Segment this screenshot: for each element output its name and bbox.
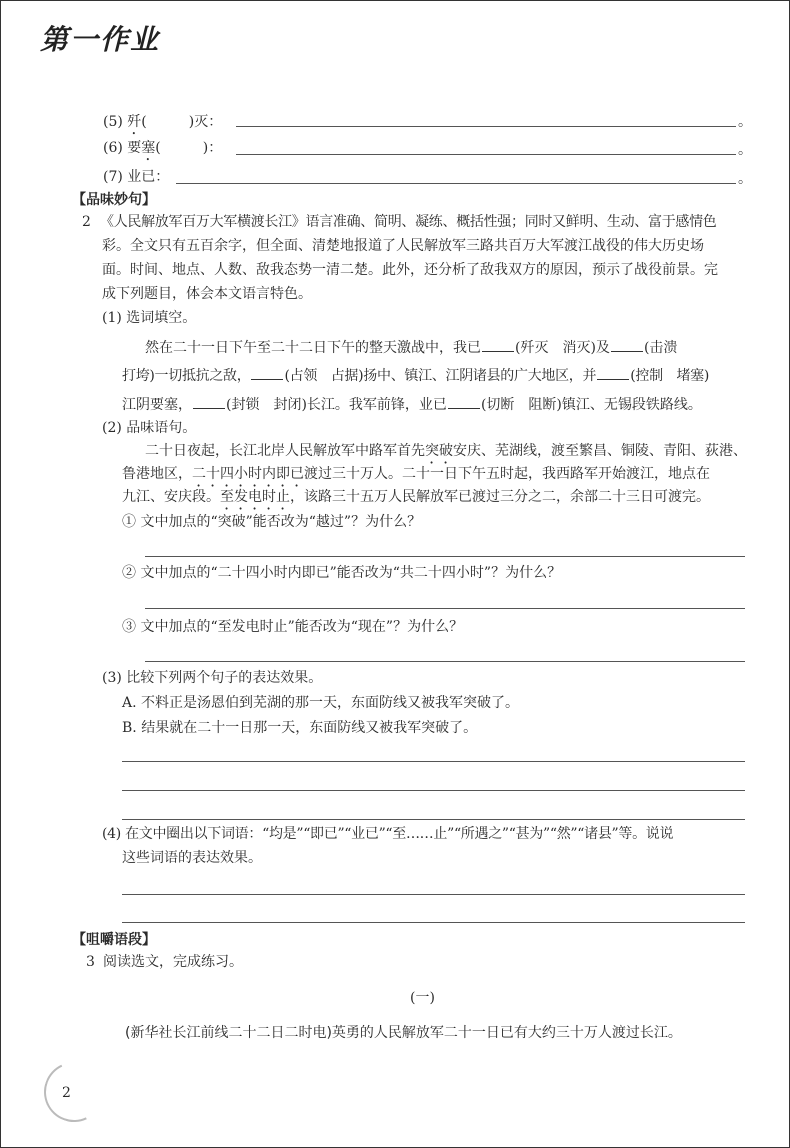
- pinyin-blank: ( ): [155, 140, 209, 156]
- item-number: (7): [103, 169, 123, 185]
- passage-text: (新华社长江前线二十二日二时电)英勇的人民解放军二十一日已有大约三十万人渡过长江。: [125, 1025, 682, 1041]
- options: (切断 阻断)镇江、无锡段铁路线。: [480, 397, 702, 413]
- answer-line[interactable]: [122, 761, 745, 762]
- text: ，该路三十五万人民解放军已渡过三分之二，余部二十三日可渡完。: [290, 489, 710, 505]
- dotted-char: 歼: [127, 114, 142, 130]
- page-number: 2: [62, 1085, 71, 1101]
- text: 鲁港地区，: [122, 466, 192, 482]
- option-b: B. 结果就在二十一日那一天，东面防线又被我军突破了。: [122, 720, 478, 736]
- answer-line[interactable]: [122, 894, 745, 895]
- passage-line: [122, 487, 710, 513]
- dotted-word: 突破: [425, 443, 453, 459]
- dotted-word: 至发电时止: [220, 489, 290, 505]
- answer-line[interactable]: [236, 154, 736, 155]
- pinyin-blank: ( ): [141, 114, 195, 130]
- section-heading: 【品味妙句】: [72, 192, 156, 208]
- question-text: 《人民解放军百万大军横渡长江》语言准确、简明、凝练、概括性强；同时又鲜明、生动、富于感情色: [100, 214, 717, 230]
- subquestion-label: (4) 在文中圈出以下词语：“均是”“即已”“业已”“至……止”“所遇之”“甚为”“然”“诸县”等。说说: [102, 826, 674, 842]
- char: 要: [127, 140, 142, 156]
- fill-blank[interactable]: [251, 365, 283, 380]
- text: 江阴要塞，: [122, 397, 192, 413]
- question-text: ③ 文中加点的“至发电时止”能否改为“现在”？为什么？: [122, 619, 464, 635]
- vocab-item-5: [103, 112, 222, 138]
- answer-line[interactable]: [122, 922, 745, 923]
- text: 渡过三十万人。二十一日下午五时起，我西路军开始渡江，地点在: [304, 466, 710, 482]
- answer-line[interactable]: [145, 608, 745, 609]
- period: 。: [738, 114, 752, 130]
- question-text: 面。时间、地点、人数、敌我态势一清二楚。此外，还分析了敌我双方的原因，预示了战役前景。完: [102, 262, 718, 278]
- subquestion-label: (3) 比较下列两个句子的表达效果。: [102, 670, 323, 686]
- answer-line[interactable]: [122, 819, 745, 820]
- question-text: ① 文中加点的“突破”能否改为“越过”？为什么？: [122, 514, 422, 530]
- fill-line-2: [122, 365, 709, 386]
- question-text: 阅读选文，完成练习。: [103, 954, 243, 970]
- question-text: 这些词语的表达效果。: [122, 850, 262, 866]
- answer-line[interactable]: [176, 183, 736, 184]
- options: (击溃: [643, 340, 678, 356]
- item-suffix: 灭：: [194, 114, 223, 130]
- text: 二十日夜起，长江北岸人民解放军中路军首先: [145, 443, 425, 459]
- options: (封锁 封闭)长江。我军前锋，业已: [226, 397, 447, 413]
- fill-line-1: [145, 337, 677, 358]
- item-word: 业已：: [127, 169, 170, 185]
- text: 然在二十一日下午至二十二日下午的整天激战中，我已: [145, 340, 481, 356]
- answer-line[interactable]: [145, 661, 745, 662]
- part-heading: (一): [410, 990, 435, 1006]
- question-number: 3: [86, 954, 95, 970]
- option-a: A. 不料正是汤恩伯到芜湖的那一天，东面防线又被我军突破了。: [122, 695, 520, 711]
- options: (占领 占据)扬中、镇江、江阴诸县的广大地区，并: [284, 368, 597, 384]
- subquestion-label: (1) 选词填空。: [102, 310, 197, 326]
- period: 。: [738, 171, 752, 187]
- section-heading: 【咀嚼语段】: [72, 932, 156, 948]
- question-text: 成下列题目，体会本文语言特色。: [102, 286, 312, 302]
- fill-line-3: [122, 394, 702, 415]
- fill-blank[interactable]: [597, 365, 629, 380]
- answer-line[interactable]: [236, 126, 736, 127]
- item-number: (5): [103, 114, 123, 130]
- options: (控制 堵塞): [630, 368, 710, 384]
- fill-blank[interactable]: [482, 337, 514, 352]
- answer-line[interactable]: [122, 790, 745, 791]
- options: (歼灭 消灭)及: [515, 340, 610, 356]
- subquestion-label: (2) 品味语句。: [102, 420, 197, 436]
- dotted-char: 塞: [141, 140, 156, 156]
- question-text: 彩。全文只有五百余字，但全面、清楚地报道了人民解放军三路共百万大军渡江战役的伟大历史场: [102, 238, 704, 254]
- question-text: ② 文中加点的“二十四小时内即已”能否改为“共二十四小时”？为什么？: [122, 565, 562, 581]
- text: 打垮)一切抵抗之敌，: [122, 368, 251, 384]
- item-number: (6): [103, 140, 123, 156]
- fill-blank[interactable]: [193, 394, 225, 409]
- period: 。: [738, 142, 752, 158]
- question-number: 2: [82, 214, 91, 230]
- header-title: 第一作业: [40, 23, 161, 56]
- dotted-word: 二十四小时内即已: [192, 466, 304, 482]
- text: 九江、安庆段。: [122, 489, 220, 505]
- vocab-item-6: [103, 138, 222, 164]
- vocab-item-7: [103, 167, 169, 187]
- answer-line[interactable]: [145, 556, 745, 557]
- fill-blank[interactable]: [448, 394, 480, 409]
- text: 安庆、芜湖线，渡至繁昌、铜陵、青阳、荻港、: [453, 443, 747, 459]
- item-suffix: ：: [208, 140, 223, 156]
- fill-blank[interactable]: [611, 337, 643, 352]
